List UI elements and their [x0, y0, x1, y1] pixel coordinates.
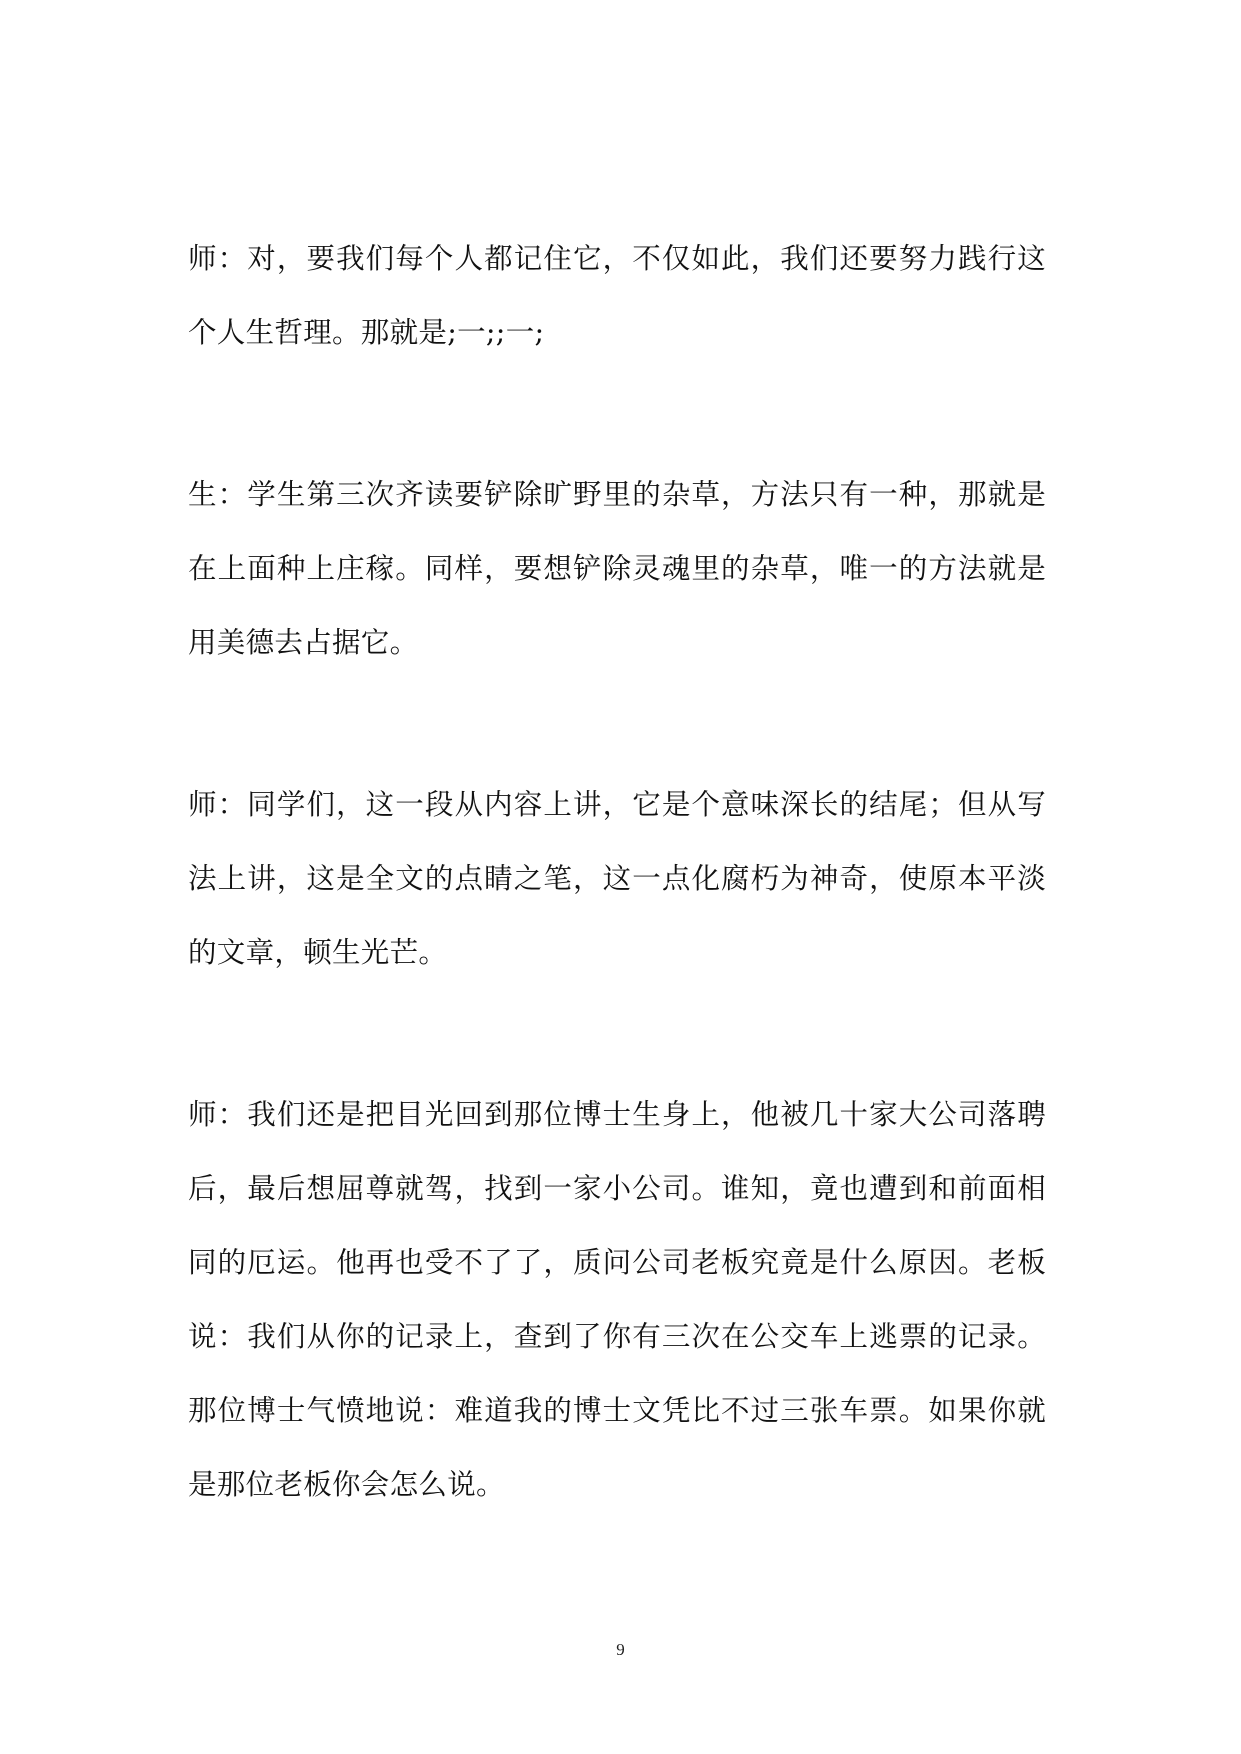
paragraph-teacher-3: 师：我们还是把目光回到那位博士生身上，他被几十家大公司落聘后，最后想屈尊就驾，找到一家小公司。谁知，竟也遭到和前面相同的厄运。他再也受不了了，质问公司老板究竟是什么原因。老板说：我们从你的记录上，查到了你有三次在公交车上逃票的记录。那位博士气愤地说：难道我的博士文凭比不过三张车票。如果你就是那位老板你会怎么说。 [188, 1098, 1046, 1501]
page-number: 9 [616, 1640, 625, 1659]
paragraph-student-1: 生：学生第三次齐读要铲除旷野里的杂草，方法只有一种，那就是在上面种上庄稼。同样，要想铲除灵魂里的杂草，唯一的方法就是用美德去占据它。 [188, 478, 1046, 659]
document-body [188, 222, 1046, 1522]
paragraph-teacher-2: 师：同学们，这一段从内容上讲，它是个意味深长的结尾；但从写法上讲，这是全文的点睛之笔，这一点化腐朽为神奇，使原本平淡的文章，顿生光芒。 [188, 788, 1046, 969]
paragraph-teacher-1: 师：对，要我们每个人都记住它，不仅如此，我们还要努力践行这个人生哲理。那就是;一;;一; [188, 242, 1046, 349]
